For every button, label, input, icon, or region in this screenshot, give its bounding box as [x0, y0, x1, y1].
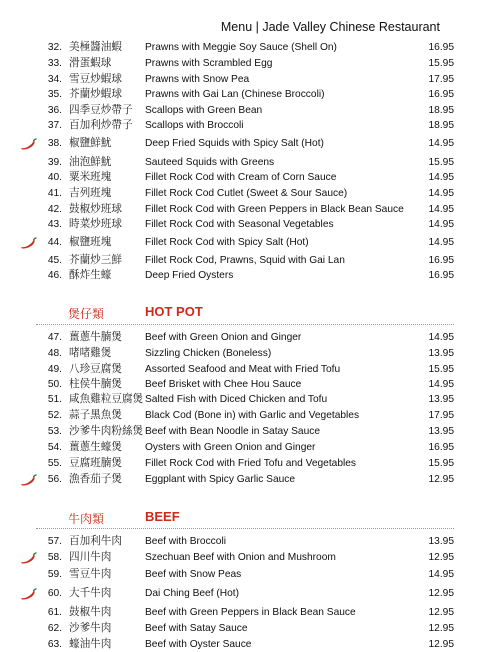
item-price: 12.95	[428, 623, 454, 634]
item-english-name: Beef with Oyster Sauce	[145, 639, 252, 650]
item-number: 39.	[47, 157, 62, 168]
item-number: 59.	[47, 569, 62, 580]
item-price: 13.95	[428, 348, 454, 359]
item-chinese-name: 鼓椒牛肉	[69, 606, 112, 618]
chili-pepper-icon	[20, 237, 37, 249]
item-price: 15.95	[428, 157, 454, 168]
item-english-name: Prawns with Scrambled Egg	[145, 58, 273, 69]
item-number: 57.	[47, 536, 62, 547]
menu-item	[0, 534, 491, 549]
item-chinese-name: 油泡鮮魷	[69, 156, 112, 168]
item-english-name: Scallops with Green Bean	[145, 105, 263, 116]
item-price: 16.95	[428, 255, 454, 266]
item-chinese-name: 薑蔥生蠔煲	[69, 441, 122, 453]
item-price: 16.95	[428, 42, 454, 53]
item-price: 16.95	[428, 442, 454, 453]
menu-item	[0, 586, 491, 601]
menu-item	[0, 235, 491, 250]
item-number: 42.	[47, 204, 62, 215]
item-chinese-name: 薑蔥牛腩煲	[69, 331, 122, 343]
item-price: 14.95	[428, 332, 454, 343]
menu-item	[0, 202, 491, 217]
item-number: 45.	[47, 255, 62, 266]
item-chinese-name: 四季豆炒帶子	[69, 104, 133, 116]
menu-item	[0, 456, 491, 471]
menu-item	[0, 440, 491, 455]
item-english-name: Beef Brisket with Chee Hou Sauce	[145, 379, 302, 390]
item-number: 43.	[47, 219, 62, 230]
item-price: 12.95	[428, 552, 454, 563]
item-number: 35.	[47, 89, 62, 100]
menu-item	[0, 377, 491, 392]
item-price: 12.95	[428, 588, 454, 599]
menu-item	[0, 87, 491, 102]
menu-item	[0, 268, 491, 283]
section-title-chinese: 煲仔類	[68, 307, 105, 321]
item-english-name: Fillet Rock Cod with Green Peppers in Black Bean Sauce	[145, 204, 404, 215]
item-price: 12.95	[428, 607, 454, 618]
item-price: 15.95	[428, 458, 454, 469]
item-price: 13.95	[428, 536, 454, 547]
item-number: 34.	[47, 74, 62, 85]
item-price: 15.95	[428, 364, 454, 375]
item-chinese-name: 八珍豆腐煲	[69, 363, 122, 375]
item-english-name: Fillet Rock Cod, Prawns, Squid with Gai Lan	[145, 255, 345, 266]
menu-item	[0, 72, 491, 87]
item-number: 60.	[47, 588, 62, 599]
menu-item	[0, 186, 491, 201]
item-chinese-name: 粟米班塊	[69, 171, 112, 183]
item-english-name: Eggplant with Spicy Garlic Sauce	[145, 474, 296, 485]
item-chinese-name: 漁香茄子煲	[69, 473, 122, 485]
item-price: 18.95	[428, 105, 454, 116]
item-price: 14.95	[428, 569, 454, 580]
item-english-name: Deep Fried Squids with Spicy Salt (Hot)	[145, 138, 324, 149]
item-english-name: Beef with Green Peppers in Black Bean Sauce	[145, 607, 356, 618]
menu-item	[0, 103, 491, 118]
item-english-name: Fillet Rock Cod Cutlet (Sweet & Sour Sauce)	[145, 188, 348, 199]
item-english-name: Deep Fried Oysters	[145, 270, 234, 281]
section-title: HOT POT	[145, 304, 203, 319]
menu-item	[0, 217, 491, 232]
menu-item	[0, 567, 491, 582]
item-number: 47.	[47, 332, 62, 343]
menu-item	[0, 362, 491, 377]
item-number: 62.	[47, 623, 62, 634]
item-chinese-name: 沙爹牛肉	[69, 622, 112, 634]
section-title-chinese: 牛肉類	[68, 512, 105, 526]
item-price: 14.95	[428, 379, 454, 390]
menu-item	[0, 346, 491, 361]
item-english-name: Scallops with Broccoli	[145, 120, 244, 131]
item-english-name: Fillet Rock Cod with Cream of Corn Sauce	[145, 172, 337, 183]
item-chinese-name: 酥炸生蠔	[69, 269, 112, 281]
item-price: 17.95	[428, 410, 454, 421]
item-price: 14.95	[428, 237, 454, 248]
item-number: 36.	[47, 105, 62, 116]
item-price: 14.95	[428, 188, 454, 199]
item-chinese-name: 四川牛肉	[69, 551, 112, 563]
item-english-name: Fillet Rock Cod with Seasonal Vegetables	[145, 219, 334, 230]
item-number: 48.	[47, 348, 62, 359]
item-english-name: Beef with Snow Peas	[145, 569, 242, 580]
item-chinese-name: 滑蛋蝦球	[69, 57, 112, 69]
menu-item	[0, 621, 491, 636]
item-chinese-name: 大千牛肉	[69, 587, 112, 599]
item-price: 16.95	[428, 89, 454, 100]
item-number: 61.	[47, 607, 62, 618]
item-number: 55.	[47, 458, 62, 469]
item-english-name: Fillet Rock Cod with Spicy Salt (Hot)	[145, 237, 309, 248]
item-price: 12.95	[428, 474, 454, 485]
item-number: 56.	[47, 474, 62, 485]
item-chinese-name: 鼓椒炒班球	[69, 203, 122, 215]
item-english-name: Beef with Bean Noodle in Satay Sauce	[145, 426, 320, 437]
item-price: 13.95	[428, 426, 454, 437]
item-english-name: Prawns with Gai Lan (Chinese Broccoli)	[145, 89, 325, 100]
item-chinese-name: 芥蘭炒蝦球	[69, 88, 122, 100]
item-english-name: Beef with Green Onion and Ginger	[145, 332, 302, 343]
item-chinese-name: 吉列班塊	[69, 187, 112, 199]
item-chinese-name: 咸魚雞粒豆腐煲	[69, 393, 144, 405]
item-chinese-name: 百加利炒帶子	[69, 119, 133, 131]
menu-item	[0, 330, 491, 345]
item-number: 33.	[47, 58, 62, 69]
item-english-name: Beef with Satay Sauce	[145, 623, 248, 634]
item-chinese-name: 椒鹽班塊	[69, 236, 112, 248]
item-english-name: Assorted Seafood and Meat with Fried Tofu	[145, 364, 341, 375]
item-chinese-name: 芥蘭炒三鮮	[69, 254, 122, 266]
item-chinese-name: 時菜炒班球	[69, 218, 122, 230]
item-number: 63.	[47, 639, 62, 650]
item-english-name: Sauteed Squids with Greens	[145, 157, 275, 168]
item-number: 53.	[47, 426, 62, 437]
section-divider	[36, 324, 454, 325]
item-number: 52.	[47, 410, 62, 421]
item-chinese-name: 沙爹牛肉粉絲煲	[69, 425, 144, 437]
item-english-name: Beef with Broccoli	[145, 536, 226, 547]
item-english-name: Salted Fish with Diced Chicken and Tofu	[145, 394, 328, 405]
item-chinese-name: 蒜子黑魚煲	[69, 409, 122, 421]
menu-item	[0, 550, 491, 565]
item-number: 46.	[47, 270, 62, 281]
item-price: 15.95	[428, 58, 454, 69]
item-price: 14.95	[428, 204, 454, 215]
item-chinese-name: 豆腐班腩煲	[69, 457, 122, 469]
item-english-name: Sizzling Chicken (Boneless)	[145, 348, 272, 359]
item-number: 54.	[47, 442, 62, 453]
item-chinese-name: 啫啫雞煲	[69, 347, 112, 359]
chili-pepper-icon	[20, 588, 37, 600]
item-number: 41.	[47, 188, 62, 199]
item-english-name: Oysters with Green Onion and Ginger	[145, 442, 316, 453]
item-number: 44.	[47, 237, 62, 248]
item-price: 18.95	[428, 120, 454, 131]
item-chinese-name: 蠔油牛肉	[69, 638, 112, 650]
item-english-name: Prawns with Meggie Soy Sauce (Shell On)	[145, 42, 337, 53]
menu-item	[0, 408, 491, 423]
chili-pepper-icon	[20, 474, 37, 486]
item-english-name: Prawns with Snow Pea	[145, 74, 250, 85]
item-price: 17.95	[428, 74, 454, 85]
item-english-name: Szechuan Beef with Onion and Mushroom	[145, 552, 336, 563]
menu-item	[0, 170, 491, 185]
menu-item	[0, 56, 491, 71]
item-price: 13.95	[428, 394, 454, 405]
item-number: 50.	[47, 379, 62, 390]
item-english-name: Dai Ching Beef (Hot)	[145, 588, 239, 599]
item-price: 16.95	[428, 270, 454, 281]
chili-pepper-icon	[20, 138, 37, 150]
menu-item	[0, 253, 491, 268]
item-price: 14.95	[428, 219, 454, 230]
page-title: Menu | Jade Valley Chinese Restaurant	[220, 20, 440, 34]
item-number: 51.	[47, 394, 62, 405]
item-chinese-name: 雪豆牛肉	[69, 568, 112, 580]
section-title: BEEF	[145, 509, 180, 524]
item-price: 14.95	[428, 138, 454, 149]
section-divider	[36, 528, 454, 529]
item-chinese-name: 雪豆炒蝦球	[69, 73, 122, 85]
menu-item	[0, 40, 491, 55]
item-chinese-name: 椒鹽鮮魷	[69, 137, 112, 149]
item-chinese-name: 百加利牛肉	[69, 535, 122, 547]
chili-pepper-icon	[20, 552, 37, 564]
item-price: 12.95	[428, 639, 454, 650]
item-number: 38.	[47, 138, 62, 149]
item-chinese-name: 柱侯牛腩煲	[69, 378, 122, 390]
menu-item	[0, 472, 491, 487]
menu-item	[0, 605, 491, 620]
menu-item	[0, 155, 491, 170]
item-price: 14.95	[428, 172, 454, 183]
item-number: 49.	[47, 364, 62, 375]
item-english-name: Fillet Rock Cod with Fried Tofu and Vegetables	[145, 458, 357, 469]
item-chinese-name: 美極醬油蝦	[69, 41, 122, 53]
item-number: 32.	[47, 42, 62, 53]
item-number: 40.	[47, 172, 62, 183]
menu-item	[0, 392, 491, 407]
menu-item	[0, 136, 491, 151]
item-number: 37.	[47, 120, 62, 131]
item-english-name: Black Cod (Bone in) with Garlic and Vegetables	[145, 410, 360, 421]
menu-item	[0, 424, 491, 439]
menu-item	[0, 118, 491, 133]
item-number: 58.	[47, 552, 62, 563]
